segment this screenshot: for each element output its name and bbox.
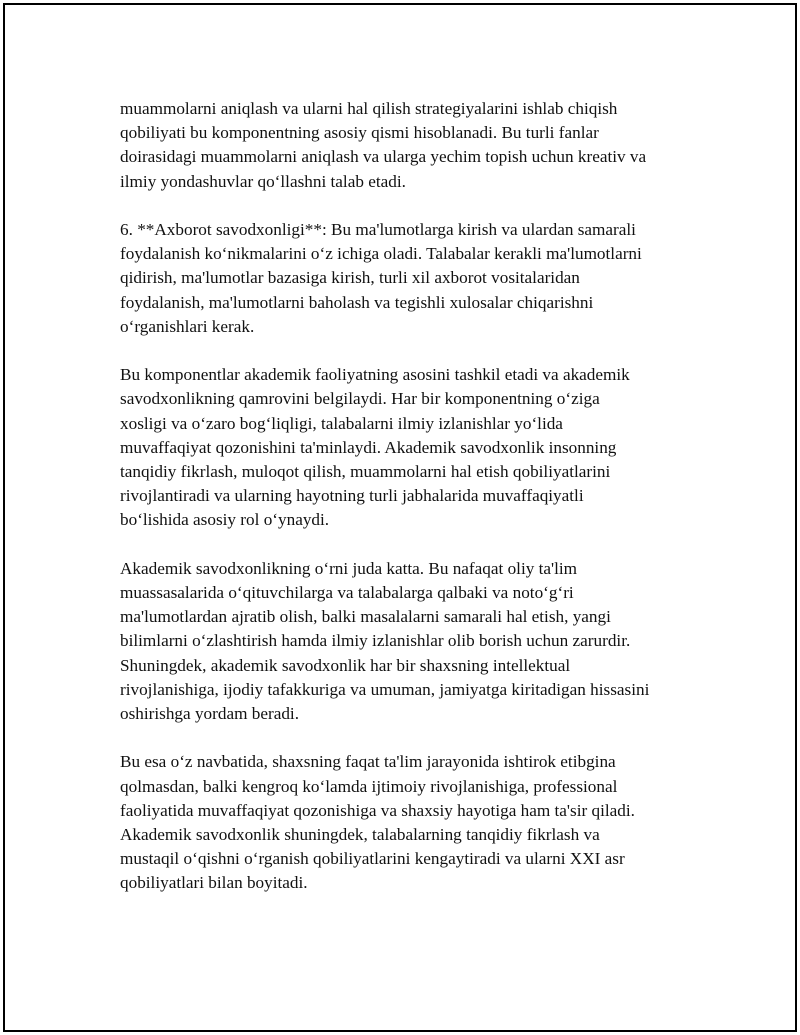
text-line: muammolarni aniqlash va ularni hal qilish strategiyalarini ishlab chiqish <box>120 99 618 118</box>
text-line: muassasalarida o‘qituvchilarga va talabalarga qalbaki va noto‘g‘ri <box>120 583 574 603</box>
text-line: Akademik savodxonlik shuningdek, talabalarning tanqidiy fikrlash va <box>120 825 600 845</box>
text-line: foydalanish ko‘nikmalarini o‘z ichiga oladi. Talabalar kerakli ma'lumotlarni <box>120 244 642 264</box>
text-line: 6. **Axborot savodxonligi**: Bu ma'lumotlarga kirish va ulardan samarali <box>120 220 636 239</box>
text-line: bo‘lishida asosiy rol o‘ynaydi. <box>120 510 330 530</box>
text-line: oshirishga yordam beradi. <box>120 704 299 724</box>
text-line: doirasidagi muammolarni aniqlash va ularga yechim topish uchun kreativ va <box>120 147 647 167</box>
text-line: ilmiy yondashuvlar qo‘llashni talab etadi. <box>120 171 406 191</box>
text-line: rivojlantiradi va ularning hayotning turli jabhalarida muvaffaqiyatli <box>120 486 584 506</box>
text-line: Bu esa o‘z navbatida, shaxsning faqat ta'lim jarayonida ishtirok etibgina <box>120 752 616 772</box>
text-line: faoliyatida muvaffaqiyat qozonishiga va shaxsiy hayotiga ham ta'sir qiladi. <box>120 800 635 820</box>
text-line: qolmasdan, balki kengroq ko‘lamda ijtimoiy rivojlanishiga, professional <box>120 776 618 796</box>
text-line: savodxonlikning qamrovini belgilaydi. Har bir komponentning o‘ziga <box>120 389 600 409</box>
text-line: bilimlarni o‘zlashtirish hamda ilmiy izlanishlar olib borish uchun zarurdir. <box>120 631 631 651</box>
text-line: qidirish, ma'lumotlar bazasiga kirish, turli xil axborot vositalaridan <box>120 268 580 288</box>
text-line: ma'lumotlardan ajratib olish, balki masalalarni samarali hal etish, yangi <box>120 607 611 627</box>
text-line: qobiliyati bu komponentning asosiy qismi hisoblanadi. Bu turli fanlar <box>120 123 599 143</box>
text-line: Akademik savodxonlikning o‘rni juda katta. Bu nafaqat oliy ta'lim <box>120 558 578 578</box>
text-line: o‘rganishlari kerak. <box>120 316 255 336</box>
paragraph-4 <box>120 557 700 726</box>
paragraph-3 <box>120 363 700 532</box>
text-line: xosligi va o‘zaro bog‘liqligi, talabalarni ilmiy izlanishlar yo‘lida <box>120 413 563 433</box>
text-line: tanqidiy fikrlash, muloqot qilish, muammolarni hal etish qobiliyatlarini <box>120 462 611 482</box>
text-line: qobiliyatlari bilan boyitadi. <box>120 873 308 893</box>
paragraph-2 <box>120 218 700 339</box>
text-line: mustaqil o‘qishni o‘rganish qobiliyatlarini kengaytiradi va ularni XXI asr <box>120 849 625 869</box>
paragraph-5 <box>120 750 700 895</box>
text-line: muvaffaqiyat qozonishini ta'minlaydi. Akademik savodxonlik insonning <box>120 437 617 457</box>
text-line: rivojlanishiga, ijodiy tafakkuriga va umuman, jamiyatga kiritadigan hissasini <box>120 679 650 699</box>
text-line: foydalanish, ma'lumotlarni baholash va tegishli xulosalar chiqarishni <box>120 292 594 312</box>
document-body <box>120 97 700 920</box>
page-frame <box>3 3 797 1032</box>
text-line: Bu komponentlar akademik faoliyatning asosini tashkil etadi va akademik <box>120 365 630 385</box>
text-line: Shuningdek, akademik savodxonlik har bir shaxsning intellektual <box>120 655 571 675</box>
paragraph-1 <box>120 97 700 194</box>
